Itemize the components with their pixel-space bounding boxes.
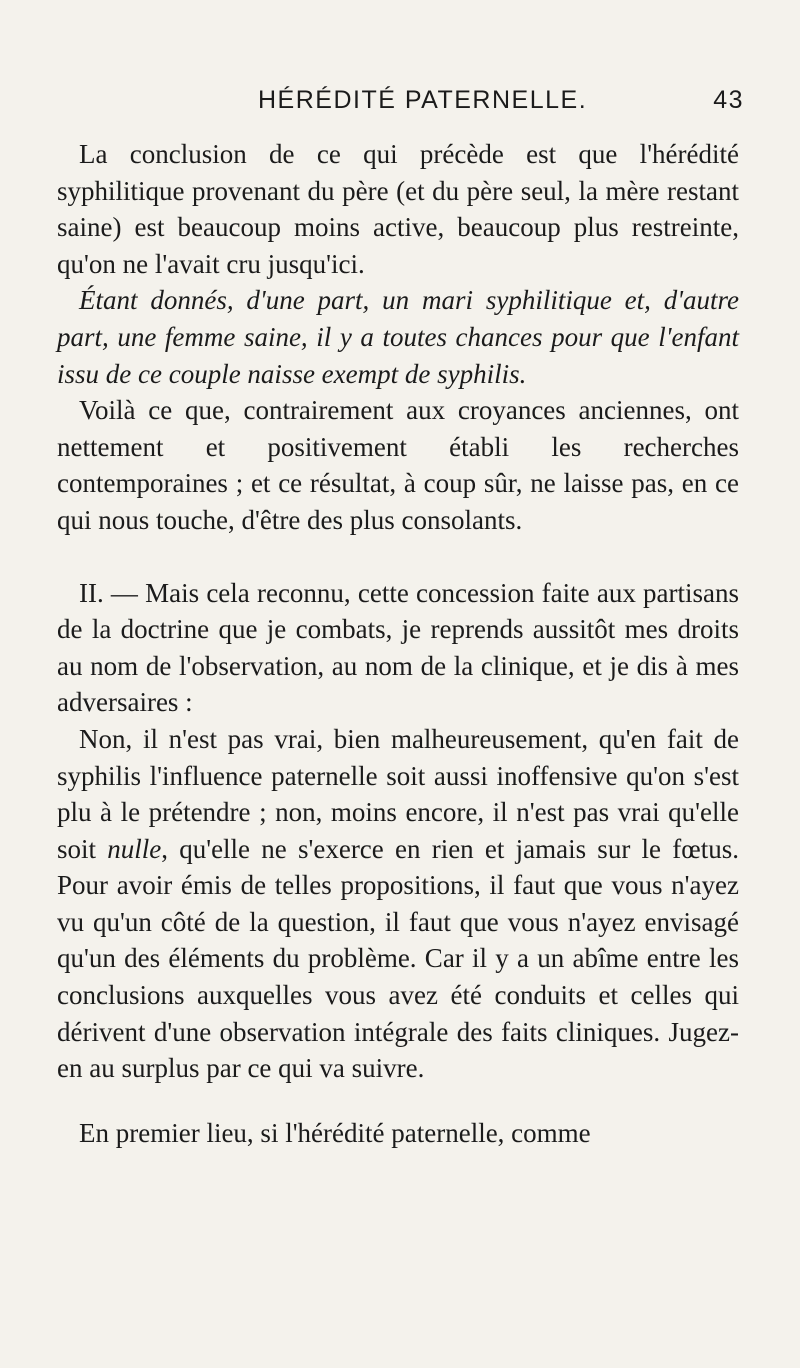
page-number: 43 <box>713 86 744 114</box>
paragraph-voila: Voilà ce que, contrairement aux croyances anciennes, ont nettement et positivement établi les recherches contemporaines ; et ce résultat, à coup sûr, ne laisse pas, en ce qui nous touche, d'être des plus consolants. <box>57 395 739 535</box>
paragraph-non-italic-word: nulle <box>107 833 162 864</box>
paragraph-en-premier-lieu: En premier lieu, si l'hérédité paternelle, comme <box>79 1117 591 1148</box>
paragraph-non-part-2: , qu'elle ne s'exerce en rien et jamais sur le fœtus. Pour avoir émis de telles propositions, il faut que vous n'ayez vu qu'un côté de la question, il faut que vous n'ayez envisagé qu'un des éléments du problème. Car il y a un abîme entre les conclusions auxquelles vous avez été conduits et celles qui dérivent d'une observation intégrale des faits cliniques. Jugez-en au surplus par ce qui va suivre. <box>57 833 739 1084</box>
paragraph-conclusion: La conclusion de ce qui précède est que l'hérédité syphilitique provenant du père (et du père seul, la mère restant saine) est beaucoup moins active, beaucoup plus restreinte, qu'on ne l'avait cru jusqu'ici. <box>57 139 739 279</box>
paragraph-italic-thesis: Étant donnés, d'une part, un mari syphilitique et, d'autre part, une femme saine, il y a toutes chances pour que l'enfant issu de ce couple naisse exempt de syphilis. <box>57 285 739 389</box>
paragraph-non-part-1: Non, il n'est pas vrai, bien malheureusement, qu'en fait de syphilis l'influence paternelle soit aussi inoffensive qu'on s'est plu à le prétendre ; non, moins encore, il n'est pas vrai qu'elle soit <box>57 723 739 864</box>
body-text <box>57 136 739 1151</box>
running-head <box>0 86 800 126</box>
running-title: HÉRÉDITÉ PATERNELLE. <box>258 86 588 114</box>
paragraph-non <box>57 721 739 1087</box>
paragraph-section-two: II. — Mais cela reconnu, cette concession faite aux partisans de la doctrine que je combats, je reprends aussitôt mes droits au nom de l'observation, au nom de la clinique, et je dis à mes adversaires : <box>57 577 739 718</box>
